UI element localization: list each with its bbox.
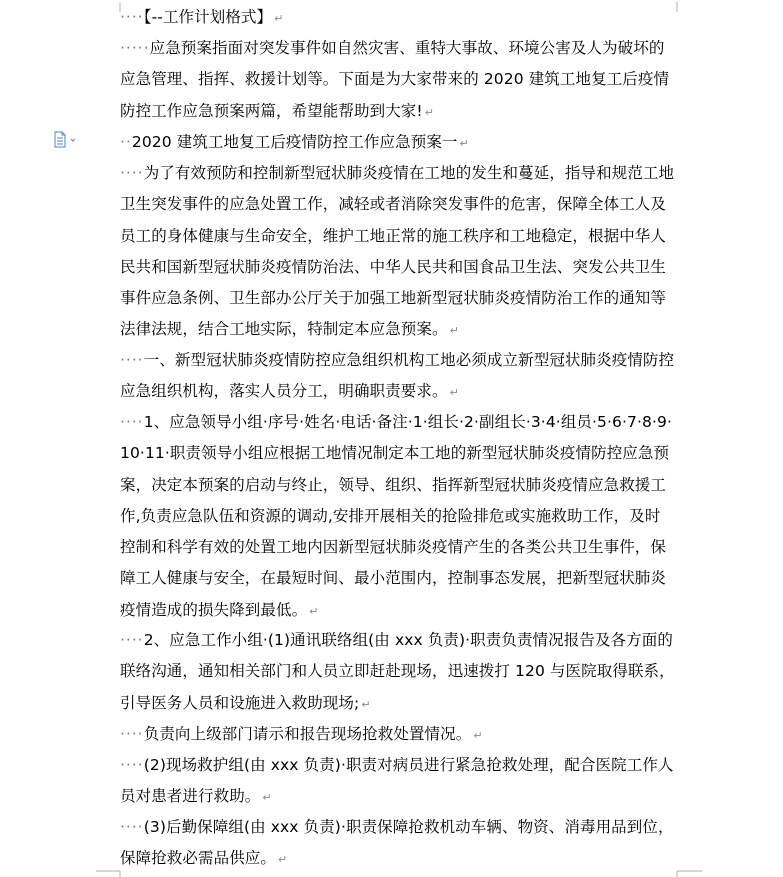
paragraph-mark: ↵ [274, 12, 284, 25]
paragraph-section-one[interactable] [120, 345, 676, 409]
paragraph-text: 2020 建筑工地复工后疫情防控工作应急预案一 [131, 133, 458, 151]
paragraph-mark: ↵ [449, 324, 459, 338]
paragraph-indent-dots: ·· [120, 133, 132, 151]
paragraph-mark: ↵ [361, 697, 371, 711]
paragraph-leadership-group[interactable] [120, 407, 676, 627]
paragraph-text: (3)后勤保障组(由 xxx 负责)·职责保障抢救机动车辆、物资、消毒用品到位，保障抢救必需品供应。 [120, 818, 674, 868]
paragraph-mark: ↵ [278, 853, 288, 867]
document-icon[interactable] [52, 131, 78, 149]
paragraph-mark: ↵ [449, 386, 459, 400]
paragraph-text: 负责向上级部门请示和报告现场抢救处置情况。 [143, 725, 472, 743]
paragraph-purpose[interactable] [120, 158, 676, 347]
paragraph-text: 为了有效预防和控制新型冠状肺炎疫情在工地的发生和蔓延，指导和规范工地卫生突发事件的应急处置工作，减轻或者消除突发事件的危害，保障全体工人及员工的身体健康与生命安全，维护工地正常的施工秩序和工地稳定，根据中华人民共和国新型冠状肺炎疫情防治法、中华人民共和国食品卫生法、突发公共卫生事件应急条例、卫生部办公厅关于加强工地新型冠状肺炎疫情防治工作的通知等法律法规，结合工地实际，特制定本应急预案。 [120, 164, 675, 339]
paragraph-heading-format[interactable] [120, 2, 676, 34]
paragraph-mark: ↵ [309, 604, 319, 618]
paragraph-indent-dots: ···· [120, 413, 144, 431]
paragraph-mark: ↵ [424, 105, 435, 119]
page-corner-mark-top-left [96, 2, 122, 12]
paragraph-indent-dots: ···· [120, 8, 144, 26]
paragraph-indent-dots: ···· [120, 756, 144, 774]
paragraph-indent-dots: ···· [120, 351, 144, 369]
paragraph-report[interactable] [120, 719, 676, 751]
paragraph-indent-dots: ···· [120, 818, 144, 836]
paragraph-rescue-group[interactable] [120, 750, 676, 814]
paragraph-indent-dots: ····· [120, 39, 150, 57]
paragraph-mark: ↵ [459, 137, 469, 150]
paragraph-mark: ↵ [473, 729, 483, 742]
paragraph-text: 1、应急领导小组·序号·姓名·电话·备注·1·组长·2·副组长·3·4·组员·5·6·7·8·9·10·11·职责领导小组应根据工地情况制定本工地的新型冠状肺炎疫情防控应急预案，决定本预案的启动与终止，领导、组织、指挥新型冠状肺炎疫情应急救援工作,负责应急队伍和资源的调动,安排开展相关的抢险排危或实施救助工作，及时控制和科学有效的处置工地内因新型冠状肺炎疫情产生的各类公共卫生事件，保障工人健康与安全，在最短时间、最小范围内，控制事态发展，把新型冠状肺炎疫情造成的损失降到最低。 [120, 413, 672, 619]
paragraph-indent-dots: ···· [120, 164, 144, 182]
paragraph-indent-dots: ···· [120, 725, 144, 743]
paragraph-text: 应急预案指面对突发事件如自然灾害、重特大事故、环境公害及人为破坏的应急管理、指挥、救援计划等。下面是为大家带来的 2020 建筑工地复工后疫情防控工作应急预案两篇，希望能帮助到大家! [120, 39, 670, 120]
paragraph-text: 【--工作计划格式】 [143, 8, 273, 26]
paragraph-text: 2、应急工作小组·(1)通讯联络组(由 xxx 负责)·职责负责情况报告及各方面的联络沟通，通知相关部门和人员立即赶赴现场，迅速拨打 120 与医院取得联系，引导医务人员和设施进入救助现场; [120, 631, 675, 712]
paragraph-work-group[interactable] [120, 625, 676, 720]
page-corner-mark-top-right [676, 2, 702, 12]
paragraph-mark: ↵ [262, 791, 272, 805]
paragraph-plan-title[interactable] [120, 127, 676, 159]
paragraph-logistics-group[interactable] [120, 812, 676, 876]
paragraph-text: 一、新型冠状肺炎疫情防控应急组织机构工地必须成立新型冠状肺炎疫情防控应急组织机构，落实人员分工，明确职责要求。 [120, 351, 675, 401]
paragraph-text: (2)现场救护组(由 xxx 负责)·职责对病员进行紧急抢救处理，配合医院工作人员对患者进行救助。 [120, 756, 674, 806]
paragraph-intro[interactable] [120, 33, 676, 128]
page-corner-mark-bottom-right [676, 867, 702, 877]
page-corner-mark-bottom-left [96, 867, 122, 877]
paragraph-indent-dots: ···· [120, 631, 144, 649]
